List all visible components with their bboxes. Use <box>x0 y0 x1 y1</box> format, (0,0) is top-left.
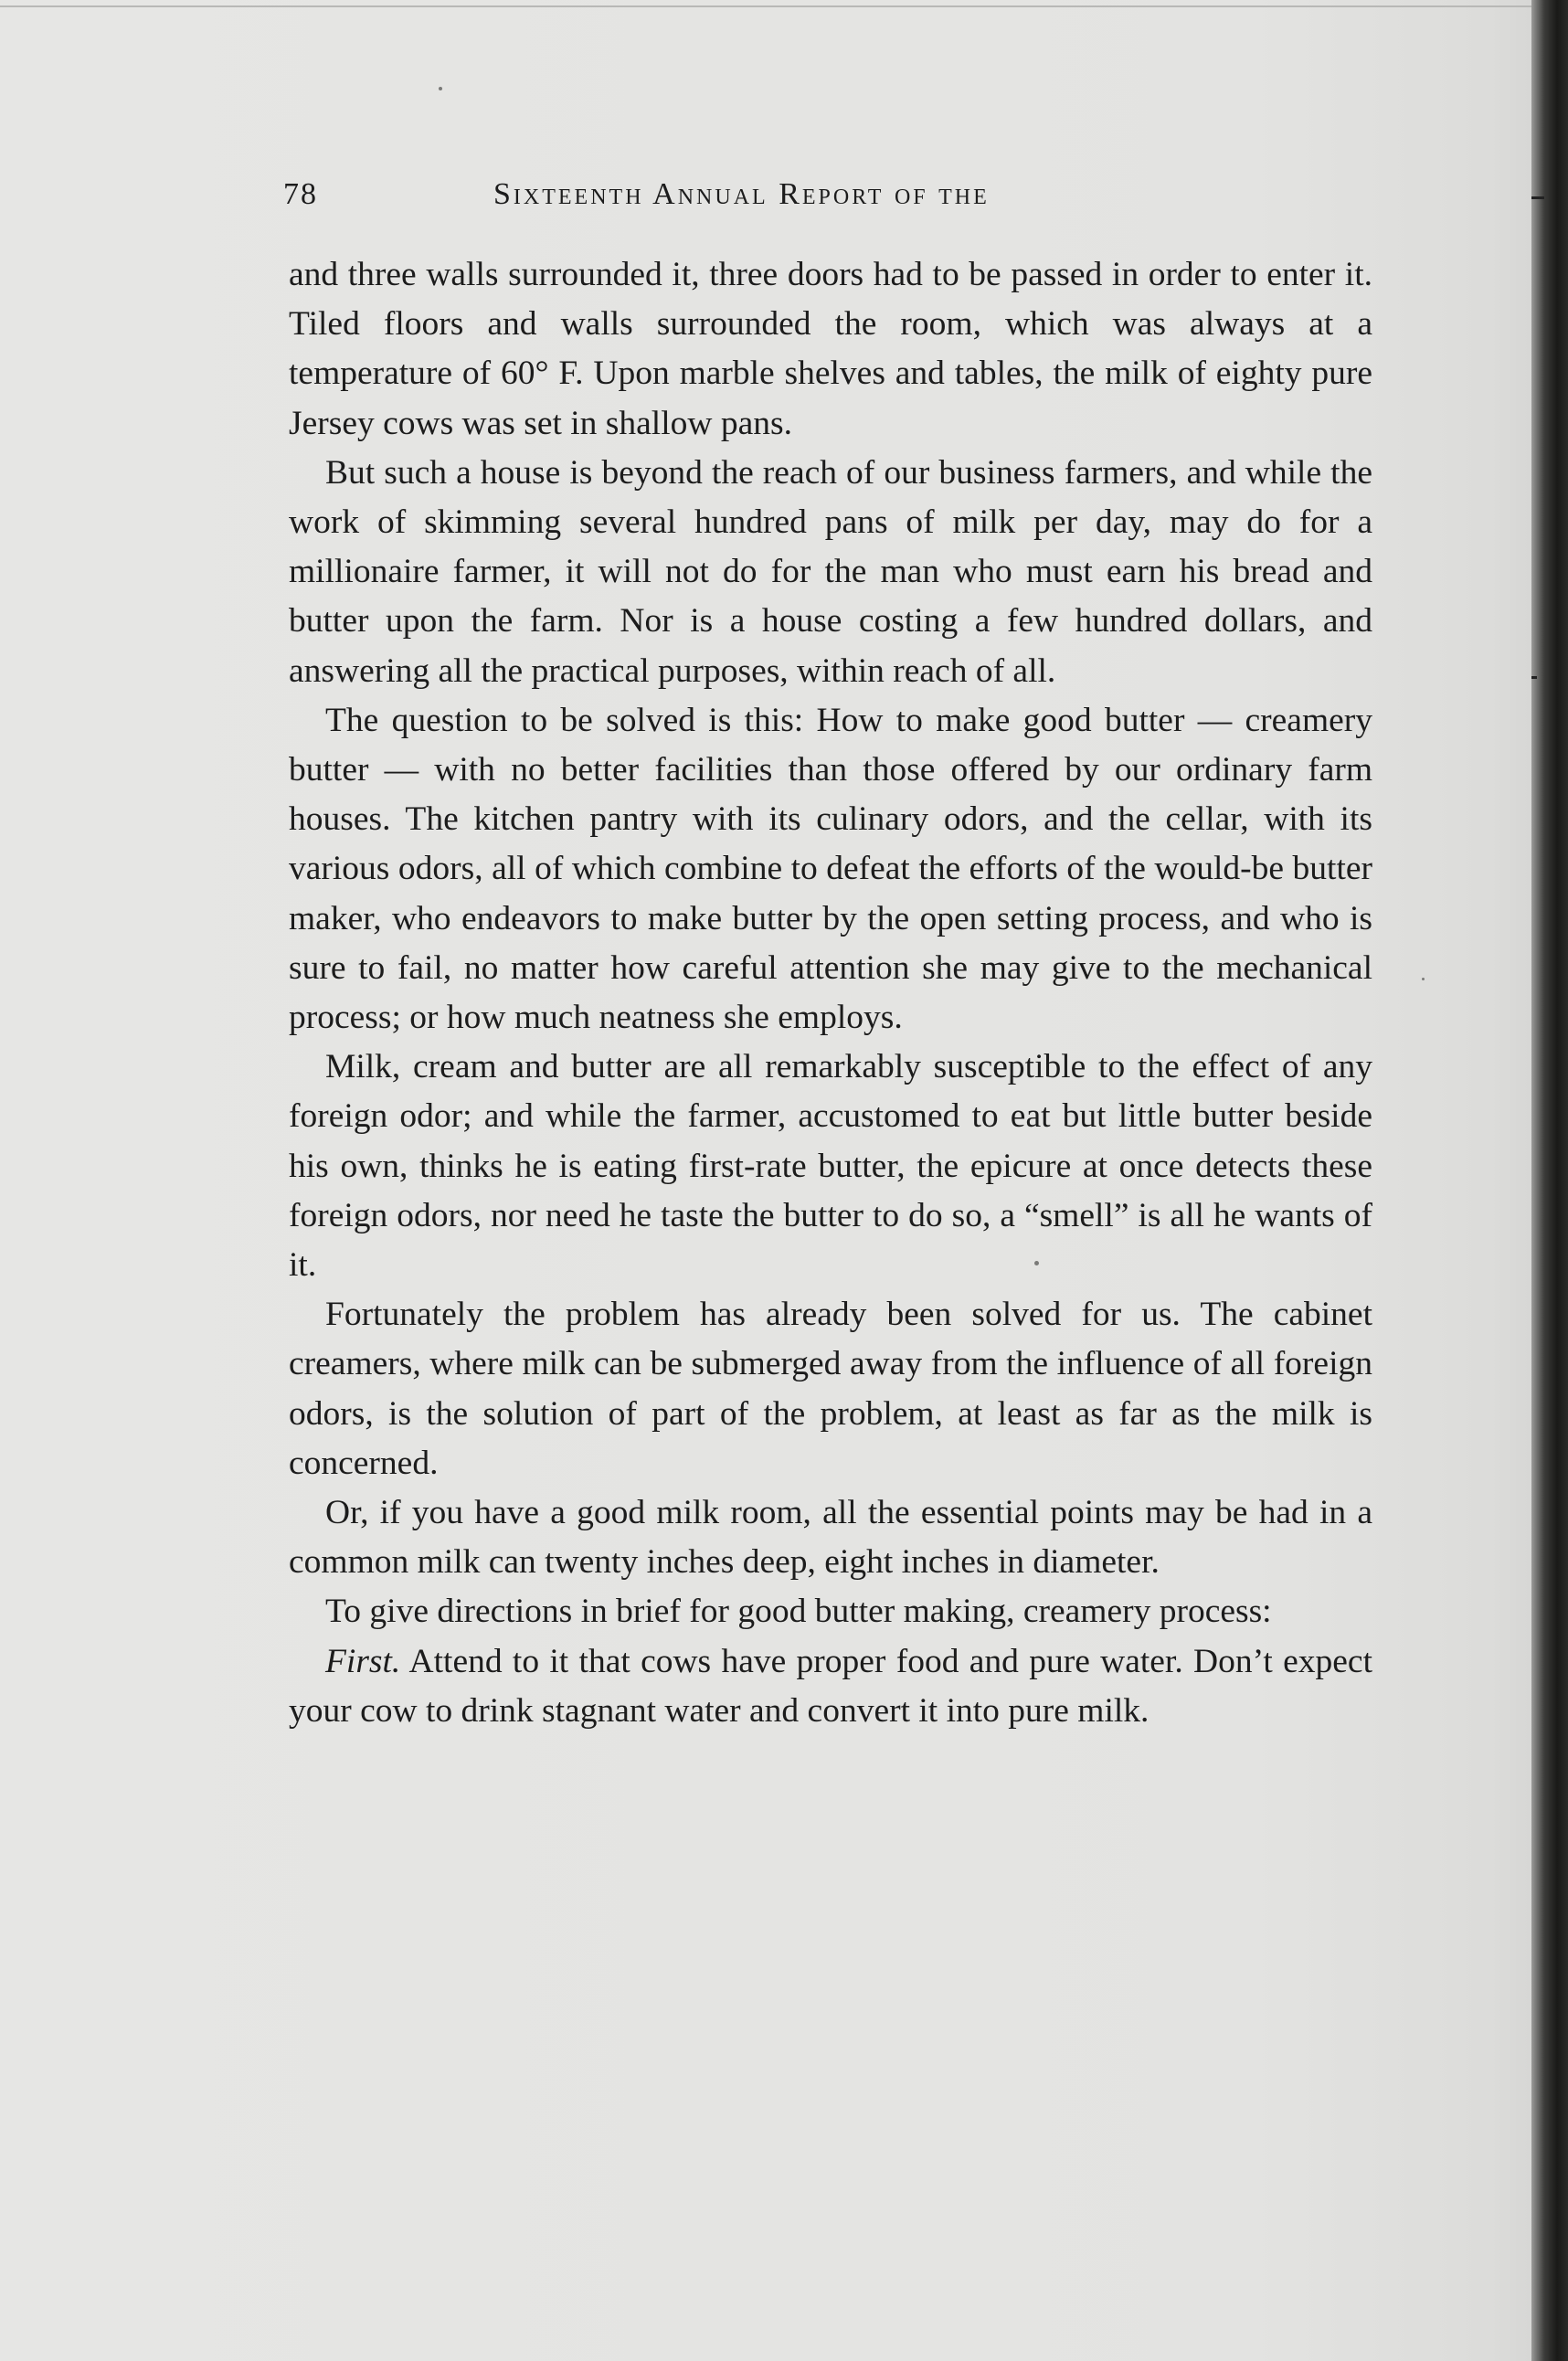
paragraph-text: Milk, cream and butter are all remarkably susceptible to the effect of any foreign odor; and while the farmer, accustomed to eat but little butter beside his own, thinks he is eating first-rate butter, the epicure at once detects these foreign odors, nor need he taste the butter to do so, a “smell” is all he wants of it. <box>289 1048 1372 1285</box>
paragraph-text: Or, if you have a good milk room, all the essential points may be had in a common milk can twenty inches deep, eight inches in diameter. <box>289 1494 1372 1582</box>
paragraph <box>289 1488 1372 1587</box>
paragraph-text: and three walls surrounded it, three doors had to be passed in order to enter it. Tiled floors and walls surrounded the room, which was always at a temperature of 60° F. Upon marble shelves and tables, the milk of eighty pure Jersey cows was set in shallow pans. <box>289 256 1372 442</box>
page-number: 78 <box>283 177 318 211</box>
paragraph <box>289 449 1372 696</box>
paragraph-text: The question to be solved is this: How to make good butter — creamery butter — with no better facilities than those offered by our ordinary farm houses. The kitchen pantry with its culinary odors, and the cellar, with its various odors, all of which combine to defeat the efforts of the would-be butter maker, who endeavors to make butter by the open setting process, and who is sure to fail, no matter how careful attention she may give to the mechanical process; or how much neatness she employs. <box>289 701 1372 1037</box>
paragraph <box>289 1290 1372 1488</box>
spine-mark <box>1531 676 1537 679</box>
running-head <box>283 172 1243 217</box>
running-title: Sixteenth Annual Report of the <box>493 177 990 211</box>
page-top-edge <box>0 5 1531 7</box>
book-spine-edge <box>1531 0 1568 2361</box>
paragraph <box>289 250 1372 449</box>
paragraph <box>289 696 1372 1043</box>
paragraph <box>289 1043 1372 1290</box>
paper-speck <box>1422 978 1425 980</box>
paragraph-text: Attend to it that cows have proper food and pure water. Don’t expect your cow to drink stagnant water and convert it into pure milk. <box>289 1642 1372 1730</box>
spine-mark <box>1531 196 1544 199</box>
paper-speck <box>1034 1261 1039 1265</box>
paragraph-text: Fortunately the problem has already been solved for us. The cabinet creamers, where milk can be submerged away from the influence of all foreign odors, is the solution of part of the problem, at least as far as the milk is concerned. <box>289 1296 1372 1482</box>
body-text <box>289 250 1372 1736</box>
paper-speck <box>439 87 442 90</box>
paragraph-lead: First. <box>325 1642 401 1680</box>
paragraph <box>289 1637 1372 1736</box>
paragraph-text: To give directions in brief for good butter making, creamery process: <box>325 1593 1272 1631</box>
paragraph-text: But such a house is beyond the reach of our business farmers, and while the work of skimming several hundred pans of milk per day, may do for a millionaire farmer, it will not do for the man who must earn his bread and butter upon the farm. Nor is a house costing a few hundred dollars, and answering all the practical purposes, within reach of all. <box>289 453 1372 690</box>
paragraph <box>289 1587 1372 1636</box>
